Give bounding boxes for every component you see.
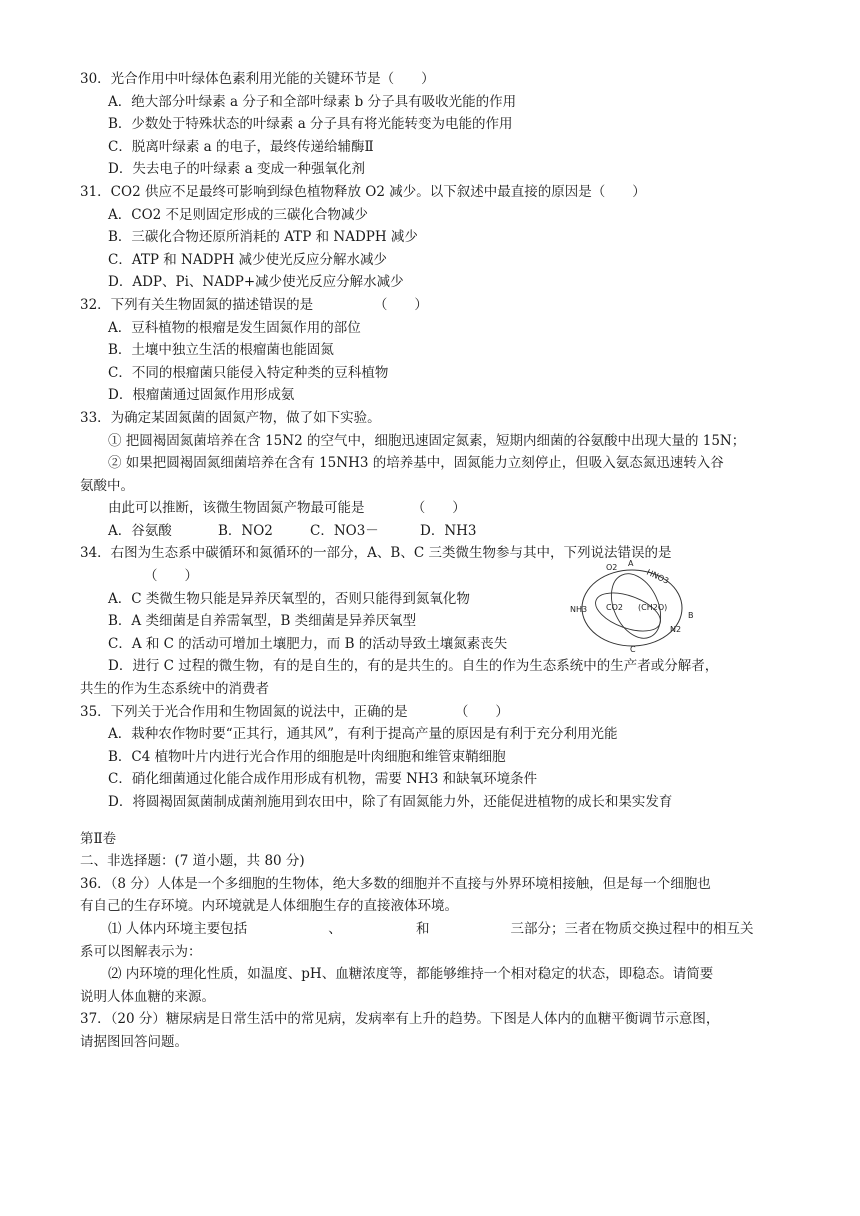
q33-option-a: A．谷氨酸 bbox=[108, 522, 172, 539]
q32-option-a: A．豆科植物的根瘤是发生固氮作用的部位 bbox=[108, 319, 361, 336]
q36-part-1-cont: 系可以图解表示为： bbox=[80, 943, 202, 960]
q34-stem: 34．右图为生态系中碳循环和氮循环的一部分，A、B、C 三类微生物参与其中，下列说法错误的是 bbox=[80, 545, 672, 562]
label-c: C bbox=[630, 645, 636, 654]
q34-option-d-cont: 共生的作为生态系统中的消费者 bbox=[80, 681, 269, 698]
cycle-diagram bbox=[566, 558, 700, 654]
q31-option-b: B．三碳化合物还原所消耗的 ATP 和 NADPH 减少 bbox=[108, 229, 418, 246]
q30-option-d: D．失去电子的叶绿素 a 变成一种强氧化剂 bbox=[108, 161, 365, 178]
part2-title: 第Ⅱ卷 bbox=[80, 830, 117, 847]
q31-option-a: A．CO2 不足则固定形成的三碳化合物减少 bbox=[108, 206, 369, 223]
q37-line-2: 请据图回答问题。 bbox=[80, 1033, 188, 1050]
q36-line-1: 36．（8 分）人体是一个多细胞的生物体，绝大多数的细胞并不直接与外界环境相接触，但是每一个细胞也 bbox=[80, 875, 711, 892]
label-ch2o: (CH2O) bbox=[638, 603, 668, 612]
label-b: B bbox=[688, 611, 694, 620]
q34-option-b: B．A 类细菌是自养需氧型，B 类细菌是异养厌氧型 bbox=[108, 613, 417, 630]
q30-option-c: C．脱离叶绿素 a 的电子，最终传递给辅酶Ⅱ bbox=[108, 138, 374, 155]
q31-option-d: D．ADP、Pi、NADP+减少使光反应分解水减少 bbox=[108, 274, 404, 291]
label-n2: N2 bbox=[670, 625, 682, 634]
q31-stem: 31．CO2 供应不足最终可影响到绿色植物释放 O2 减少。以下叙述中最直接的原因是（ ） bbox=[80, 183, 646, 200]
q37-line-1: 37．（20 分）糖尿病是日常生活中的常见病，发病率有上升的趋势。下图是人体内的血糖平衡调节示意图， bbox=[80, 1011, 720, 1028]
q30-stem: 30．光合作用中叶绿体色素利用光能的关键环节是（ ） bbox=[80, 71, 435, 87]
q35-option-b: B．C4 植物叶片内进行光合作用的细胞是叶肉细胞和维管束鞘细胞 bbox=[108, 748, 506, 765]
q33-options bbox=[80, 520, 780, 543]
q35-option-c: C．硝化细菌通过化能合成作用形成有机物，需要 NH3 和缺氧环境条件 bbox=[108, 771, 538, 788]
q33-experiment-1: ① 把圆褐固氮菌培养在含 15N2 的空气中，细胞迅速固定氮素，短期内细菌的谷氨酸中出现大量的 15N； bbox=[108, 432, 746, 449]
q33-inference: 由此可以推断，该微生物固氮产物最可能是 （ ） bbox=[108, 500, 466, 517]
label-nh3: NH3 bbox=[570, 605, 588, 614]
q30-option-b: B．少数处于特殊状态的叶绿素 a 分子具有将光能转变为电能的作用 bbox=[108, 116, 513, 133]
label-a: A bbox=[628, 559, 634, 568]
q33-experiment-2-cont: 氨酸中。 bbox=[80, 477, 134, 494]
q34-answer-paren: （ ） bbox=[144, 568, 198, 585]
q34-option-d: D．进行 C 过程的微生物，有的是自生的，有的是共生的。自生的作为生态系统中的生产者或分解者， bbox=[108, 658, 719, 675]
q35-option-a: A．栽种农作物时要“正其行，通其风”，有利于提高产量的原因是有利于充分利用光能 bbox=[108, 726, 618, 743]
q36-part-2-cont: 说明人体血糖的来源。 bbox=[80, 988, 215, 1005]
q30-option-a: A．绝大部分叶绿素 a 分子和全部叶绿素 b 分子具有吸收光能的作用 bbox=[108, 93, 517, 110]
q32-stem: 32．下列有关生物固氮的描述错误的是 （ ） bbox=[80, 296, 428, 313]
q32-option-c: C．不同的根瘤菌只能侵入特定种类的豆科植物 bbox=[108, 364, 389, 381]
q33-option-b: B．NO2 bbox=[218, 522, 273, 539]
q35-stem: 35．下列关于光合作用和生物固氮的说法中，正确的是 （ ） bbox=[80, 703, 509, 720]
q33-experiment-2: ② 如果把圆褐固氮细菌培养在含有 15NH3 的培养基中，固氮能力立刻停止，但吸入氨态氮迅速转入谷 bbox=[108, 455, 724, 472]
q36-line-2: 有自己的生存环境。内环境就是人体细胞生存的直接液体环境。 bbox=[80, 898, 458, 915]
q32-option-b: B．土壤中独立生活的根瘤菌也能固氮 bbox=[108, 342, 334, 359]
q31-option-c: C．ATP 和 NADPH 减少使光反应分解水减少 bbox=[108, 251, 388, 268]
q36-part-1: ⑴ 人体内环境主要包括 、 和 三部分；三者在物质交换过程中的相互关 bbox=[108, 920, 754, 937]
label-hno3: HNO3 bbox=[645, 567, 671, 586]
q33-stem: 33．为确定某固氮菌的固氮产物，做了如下实验。 bbox=[80, 409, 381, 426]
part2-section: 二、非选择题：(7 道小题，共 80 分) bbox=[80, 853, 305, 870]
q33-option-d: D．NH3 bbox=[420, 522, 477, 539]
q34-option-c: C．A 和 C 的活动可增加土壤肥力，而 B 的活动导致土壤氮素丧失 bbox=[108, 635, 508, 652]
q33-option-c: C．NO3－ bbox=[310, 522, 379, 539]
q34-option-a: A．C 类微生物只能是异养厌氧型的，否则只能得到氮氧化物 bbox=[108, 590, 470, 607]
q35-option-d: D．将圆褐固氮菌制成菌剂施用到农田中，除了有固氮能力外，还能促进植物的成长和果实发育 bbox=[108, 794, 673, 810]
q36-part-2: ⑵ 内环境的理化性质，如温度、pH、血糖浓度等，都能够维持一个相对稳定的状态，即稳态。请简要 bbox=[108, 966, 714, 983]
q32-option-d: D．根瘤菌通过固氮作用形成氨 bbox=[108, 387, 295, 404]
label-o2: O2 bbox=[606, 563, 618, 572]
label-co2: CO2 bbox=[606, 603, 623, 612]
